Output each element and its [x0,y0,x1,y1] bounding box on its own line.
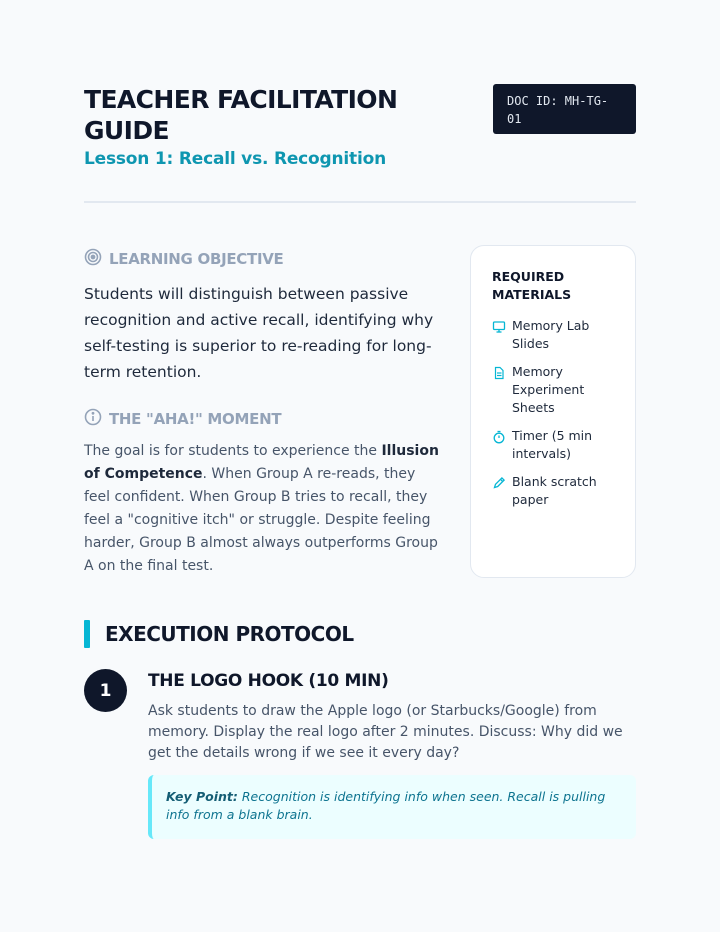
list-item [492,473,614,509]
document-page [84,0,636,932]
key-point-callout [148,775,636,839]
material-label: Timer (5 min intervals) [512,428,593,461]
material-label: Memory Lab Slides [512,318,590,351]
materials-title: REQUIRED MATERIALS [492,269,572,302]
material-label: Blank scratch paper [512,474,597,507]
header-divider [84,201,636,203]
step-title: THE LOGO HOOK (10 MIN) [148,671,389,691]
material-label: Memory Experiment Sheets [512,364,585,415]
lesson-subtitle: Lesson 1: Recall vs. Recognition [84,149,386,169]
document-icon [492,366,506,380]
learning-objective-label: LEARNING OBJECTIVE [109,250,284,268]
info-icon [84,408,102,430]
list-item [492,317,614,353]
aha-moment-text [84,440,444,578]
step-description: Ask students to draw the Apple logo (or Starbucks/Google) from memory. Display the real logo after 2 minutes. Discuss: Why did we get the details wrong if we see it every day? [148,703,623,761]
learning-objective-text: Students will distinguish between passive recognition and active recall, identifying why self-testing is superior to re-reading for long-term retention. [84,285,434,381]
step-number-badge: 1 [84,669,127,712]
target-icon [84,248,102,270]
list-item [492,427,614,463]
pencil-icon [492,476,506,490]
aha-moment-label: THE "AHA!" MOMENT [109,410,282,428]
aha-moment-heading [84,408,281,430]
stopwatch-icon [492,430,506,444]
monitor-icon [492,320,506,334]
doc-id-badge: DOC ID: MH-TG-01 [493,84,636,134]
list-item [492,363,614,417]
accent-bar [84,620,90,648]
required-materials-card [470,245,636,578]
document-title: TEACHER FACILITATION GUIDE [84,85,398,145]
document-header [84,84,636,202]
aha-text-start: The goal is for students to experience the [84,443,382,459]
execution-protocol-title: EXECUTION PROTOCOL [105,622,354,646]
execution-protocol-heading [84,620,354,648]
materials-list [492,317,614,509]
illusion-of-competence-term: Illusion of Competence [84,443,439,482]
key-point-label: Key Point: [166,789,238,804]
learning-objective-heading [84,248,283,270]
key-point-text: Recognition is identifying info when seen. Recall is pulling info from a blank brain. [166,789,606,822]
aha-text-end: . When Group A re-reads, they feel confident. When Group B tries to recall, they feel a "cognitive itch" or struggle. Despite feeling harder, Group B almost always outperforms Group A on the final test. [84,466,438,574]
